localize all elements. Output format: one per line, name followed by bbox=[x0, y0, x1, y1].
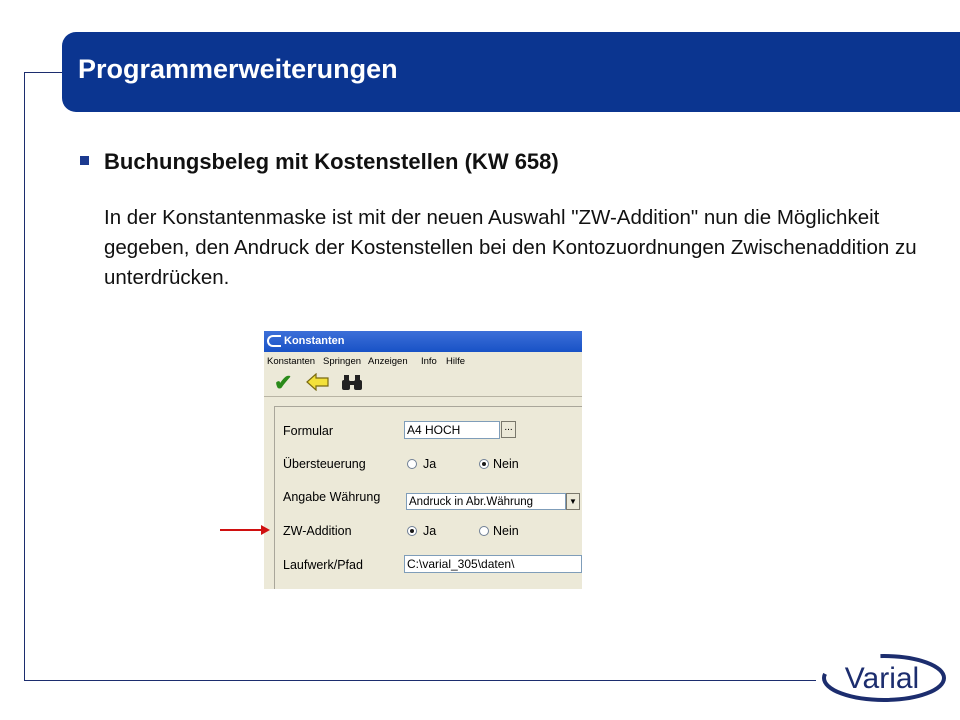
waehrung-label: Angabe Währung bbox=[283, 490, 381, 504]
uebersteuerung-label: Übersteuerung bbox=[283, 457, 366, 471]
menu-bar bbox=[264, 352, 582, 370]
title-bar bbox=[62, 32, 960, 112]
binoculars-icon[interactable] bbox=[342, 373, 362, 396]
formular-field[interactable]: A4 HOCH bbox=[404, 421, 500, 439]
zw-ja-label: Ja bbox=[423, 524, 437, 538]
window-titlebar bbox=[264, 331, 582, 352]
formular-label: Formular bbox=[283, 424, 334, 438]
pfad-field[interactable]: C:\varial_305\daten\ bbox=[404, 555, 582, 573]
zw-nein-label: Nein bbox=[493, 524, 519, 538]
pfad-label: Laufwerk/Pfad bbox=[283, 558, 363, 572]
frame-line-top bbox=[24, 72, 64, 73]
slide-title: Programmerweiterungen bbox=[78, 54, 398, 84]
slide-paragraph: In der Konstantenmaske ist mit der neuen Auswahl "ZW-Addition" nun die Möglichkeit gegeben, den Andruck der Kostenstellen bei den Kontozuordnungen Zwischenaddition zu unterdrücken. bbox=[104, 206, 917, 289]
bullet-square-icon bbox=[80, 156, 89, 165]
uebersteuerung-ja-radio[interactable] bbox=[407, 459, 417, 469]
menu-konstanten[interactable]: Konstanten bbox=[267, 356, 316, 367]
uebersteuerung-nein-radio[interactable] bbox=[479, 459, 489, 469]
frame-line-bottom bbox=[24, 680, 816, 681]
formular-lookup-button[interactable]: ... bbox=[501, 421, 516, 438]
konstanten-window-screenshot bbox=[264, 331, 582, 589]
slide-heading: Buchungsbeleg mit Kostenstellen (KW 658) bbox=[104, 149, 559, 174]
menu-springen[interactable]: Springen bbox=[323, 356, 362, 367]
varial-logo-icon bbox=[820, 648, 950, 704]
menu-hilfe[interactable]: Hilfe bbox=[446, 356, 466, 367]
uebersteuerung-ja-label: Ja bbox=[423, 457, 437, 471]
waehrung-select[interactable]: Andruck in Abr.Währung bbox=[406, 493, 566, 510]
app-icon bbox=[267, 335, 281, 347]
zw-ja-radio[interactable] bbox=[407, 526, 417, 536]
uebersteuerung-nein-label: Nein bbox=[493, 457, 519, 471]
toolbar bbox=[264, 370, 582, 397]
logo-text: Varial bbox=[844, 662, 920, 695]
check-icon[interactable]: ✔ bbox=[274, 370, 293, 395]
red-pointer-arrow-icon bbox=[220, 522, 272, 538]
menu-info[interactable]: Info bbox=[421, 356, 437, 367]
window-title: Konstanten bbox=[284, 335, 345, 347]
zw-addition-label: ZW-Addition bbox=[283, 524, 352, 538]
frame-line-vertical bbox=[24, 72, 25, 680]
back-arrow-icon[interactable] bbox=[306, 373, 330, 396]
chevron-down-icon[interactable]: ▼ bbox=[566, 493, 580, 510]
menu-anzeigen[interactable]: Anzeigen bbox=[368, 356, 408, 367]
zw-nein-radio[interactable] bbox=[479, 526, 489, 536]
